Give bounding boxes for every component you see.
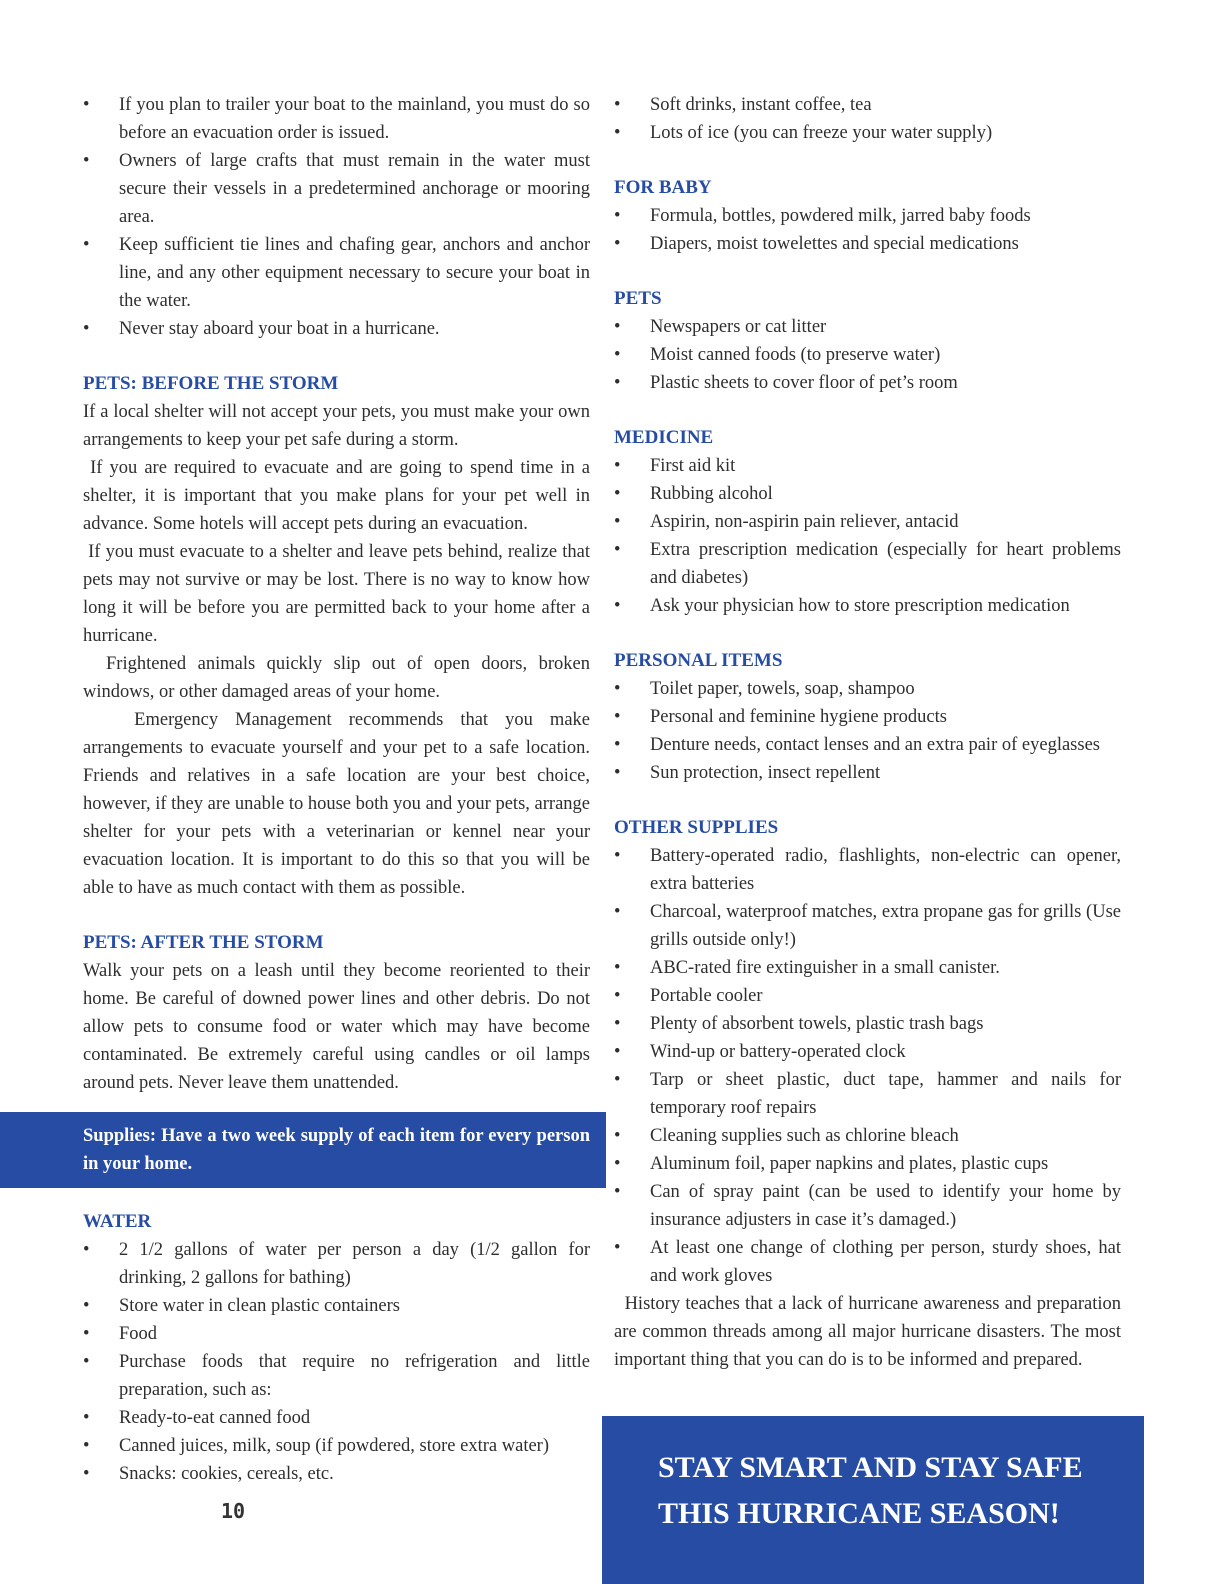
list-item: • Food (83, 1320, 590, 1348)
list-item: • Store water in clean plastic containers (83, 1292, 590, 1320)
list-item: • Plastic sheets to cover floor of pet’s room (614, 369, 1121, 397)
supplies-banner-text: Supplies: Have a two week supply of each item for every person in your home. (83, 1126, 590, 1174)
list-item: • If you plan to trailer your boat to the mainland, you must do so before an evacuation order is issued. (83, 91, 590, 147)
list-item: • Battery-operated radio, flashlights, non-electric can opener, extra batteries (614, 842, 1121, 898)
pets-supplies-list (614, 313, 1121, 397)
list-item: • Aluminum foil, paper napkins and plates, plastic cups (614, 1150, 1121, 1178)
list-item: • Plenty of absorbent towels, plastic trash bags (614, 1010, 1121, 1038)
list-item: • Can of spray paint (can be used to identify your home by insurance adjusters in case it’s damaged.) (614, 1178, 1121, 1234)
paragraph: Walk your pets on a leash until they become reoriented to their home. Be careful of downed power lines and other debris. Do not allow pets to consume food or water which may have become contaminated. Be extremely careful using candles or oil lamps around pets. Never leave them unattended. (83, 961, 590, 1093)
list-item: • Rubbing alcohol (614, 480, 1121, 508)
boat-list (83, 91, 590, 343)
list-item: • Purchase foods that require no refrigeration and little preparation, such as: (83, 1348, 590, 1404)
list-item: • Newspapers or cat litter (614, 313, 1121, 341)
personal-items-heading: PERSONAL ITEMS (614, 650, 783, 671)
stay-safe-banner (602, 1416, 1144, 1584)
list-item: • Diapers, moist towelettes and special medications (614, 230, 1121, 258)
list-item: • Cleaning supplies such as chlorine bleach (614, 1122, 1121, 1150)
closing-paragraph: History teaches that a lack of hurricane awareness and preparation are common threads among all major hurricane disasters. The most important thing that you can do is to be informed and prepared. (614, 1294, 1126, 1370)
for-baby-list (614, 202, 1121, 258)
medicine-heading: MEDICINE (614, 427, 714, 448)
list-item: • Extra prescription medication (especially for heart problems and diabetes) (614, 536, 1121, 592)
stay-safe-line-2: THIS HURRICANE SEASON! (658, 1497, 1060, 1530)
paragraph: Emergency Management recommends that you make arrangements to evacuate yourself and your pet to a safe location. Friends and relatives in a safe location are your best choice, however, if they are unable to house both you and your pets, arrange shelter for your pets with a veterinarian or kennel near your evacuation location. It is important to do this so that you will be able to have as much contact with them as possible. (83, 710, 595, 898)
list-item: • ABC-rated fire extinguisher in a small canister. (614, 954, 1121, 982)
paragraph: If a local shelter will not accept your pets, you must make your own arrangements to keep your pet safe during a storm. (83, 402, 595, 450)
drinks-list (614, 91, 1121, 147)
list-item: • Moist canned foods (to preserve water) (614, 341, 1121, 369)
list-item: • First aid kit (614, 452, 1121, 480)
other-supplies-list (614, 842, 1121, 1290)
list-item: • 2 1/2 gallons of water per person a day (1/2 gallon for drinking, 2 gallons for bathing) (83, 1236, 590, 1292)
pets-before-heading: PETS: BEFORE THE STORM (83, 373, 339, 394)
for-baby-heading: FOR BABY (614, 177, 712, 198)
list-item: • Charcoal, waterproof matches, extra propane gas for grills (Use grills outside only!) (614, 898, 1121, 954)
list-item: • Toilet paper, towels, soap, shampoo (614, 675, 1121, 703)
list-item: • Sun protection, insect repellent (614, 759, 1121, 787)
list-item: • Lots of ice (you can freeze your water supply) (614, 119, 1121, 147)
water-heading: WATER (83, 1211, 152, 1232)
list-item: • Personal and feminine hygiene products (614, 703, 1121, 731)
stay-safe-line-1: STAY SMART AND STAY SAFE (658, 1451, 1083, 1484)
list-item: • Portable cooler (614, 982, 1121, 1010)
list-item: • Canned juices, milk, soup (if powdered, store extra water) (83, 1432, 590, 1460)
paragraph: If you are required to evacuate and are going to spend time in a shelter, it is important that you make plans for your pet well in advance. Some hotels will accept pets during an evacuation. (83, 458, 595, 534)
list-item: • Denture needs, contact lenses and an extra pair of eyeglasses (614, 731, 1121, 759)
list-item: • Keep sufficient tie lines and chafing gear, anchors and anchor line, and any other equipment necessary to secure your boat in the water. (83, 231, 590, 315)
list-item: • Ready-to-eat canned food (83, 1404, 590, 1432)
list-item: • Formula, bottles, powdered milk, jarred baby foods (614, 202, 1121, 230)
list-item: • Snacks: cookies, cereals, etc. (83, 1460, 590, 1488)
list-item: • Aspirin, non-aspirin pain reliever, antacid (614, 508, 1121, 536)
other-supplies-heading: OTHER SUPPLIES (614, 817, 779, 838)
list-item: • At least one change of clothing per person, sturdy shoes, hat and work gloves (614, 1234, 1121, 1290)
left-column (83, 91, 595, 1488)
supplies-banner (0, 1112, 606, 1188)
page-number: 10 (221, 1499, 246, 1523)
paragraph: If you must evacuate to a shelter and leave pets behind, realize that pets may not survive or may be lost. There is no way to know how long it will be before you are permitted back to your home after a hurricane. (83, 542, 595, 646)
water-list (83, 1236, 590, 1488)
right-column (614, 91, 1126, 1374)
medicine-list (614, 452, 1121, 620)
list-item: • Wind-up or battery-operated clock (614, 1038, 1121, 1066)
list-item: • Soft drinks, instant coffee, tea (614, 91, 1121, 119)
paragraph: Frightened animals quickly slip out of open doors, broken windows, or other damaged areas of your home. (83, 654, 595, 702)
pets-after-heading: PETS: AFTER THE STORM (83, 932, 324, 953)
list-item: • Ask your physician how to store prescription medication (614, 592, 1121, 620)
personal-items-list (614, 675, 1121, 787)
pets-supplies-heading: PETS (614, 288, 662, 309)
list-item: • Never stay aboard your boat in a hurricane. (83, 315, 590, 343)
list-item: • Owners of large crafts that must remain in the water must secure their vessels in a predetermined anchorage or mooring area. (83, 147, 590, 231)
list-item: • Tarp or sheet plastic, duct tape, hammer and nails for temporary roof repairs (614, 1066, 1121, 1122)
